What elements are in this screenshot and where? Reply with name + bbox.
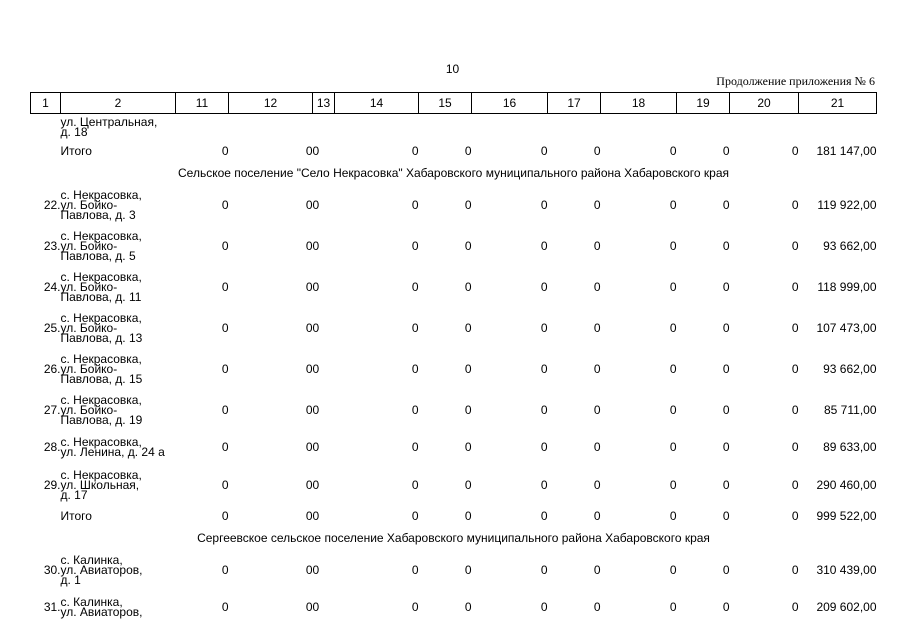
- row-number-cell: [31, 505, 61, 527]
- address-line: ул. Бойко-: [60, 279, 118, 294]
- row-number-cell: 28.: [43, 440, 61, 454]
- header-cell: 19: [677, 93, 730, 114]
- value-cell: 0: [411, 562, 419, 577]
- value-cell: 0: [669, 279, 677, 294]
- value-cell: 0: [540, 509, 548, 523]
- table-row: [31, 225, 877, 266]
- value-cell: 0: [464, 320, 472, 335]
- value-cell: 0: [411, 600, 419, 614]
- value-cell: 0: [791, 320, 799, 335]
- value-cell: 0: [312, 197, 320, 212]
- value-cell: 0: [791, 440, 799, 454]
- value-cell: 0: [791, 238, 799, 253]
- value-cell: 0: [464, 509, 472, 523]
- table-header-row: [31, 93, 877, 114]
- table-row: [31, 549, 877, 590]
- table-row: [31, 464, 877, 505]
- value-cell: 0: [464, 600, 472, 614]
- value-cell: 0: [305, 440, 313, 454]
- address-line: ул. Бойко-: [60, 197, 118, 212]
- header-cell: 11: [176, 93, 229, 114]
- value-cell: 0: [221, 440, 229, 454]
- total-row: [31, 505, 877, 527]
- header-cell: 14: [335, 93, 419, 114]
- amount-cell: 107 473,00: [816, 320, 877, 335]
- value-cell: 0: [305, 279, 313, 294]
- address-line: ул. Ленина, д. 24 а: [60, 445, 165, 459]
- value-cell: 0: [722, 361, 730, 376]
- value-cell: 0: [464, 402, 472, 417]
- value-cell: 0: [669, 144, 677, 158]
- address-cell: [61, 549, 176, 590]
- value-cell: 0: [312, 402, 320, 417]
- address-cell: [61, 430, 176, 464]
- total-label: Итого: [60, 144, 92, 158]
- section-title-row: [31, 162, 877, 184]
- value-cell: 0: [221, 402, 229, 417]
- value-cell: 0: [669, 320, 677, 335]
- value-cell: 0: [312, 144, 320, 158]
- value-cell: 0: [312, 320, 320, 335]
- value-cell: 0: [312, 440, 320, 454]
- report-table: [30, 92, 877, 624]
- value-cell: 0: [411, 477, 419, 492]
- row-number-cell: 24.: [43, 279, 61, 294]
- table-row: [31, 307, 877, 348]
- value-cell: 0: [722, 600, 730, 614]
- address-line: д. 17: [60, 487, 88, 502]
- amount-cell: 310 439,00: [816, 562, 877, 577]
- header-cell: 2: [61, 93, 176, 114]
- amount-cell: 93 662,00: [823, 238, 877, 253]
- address-line: с. Некрасовка,: [60, 310, 142, 325]
- table-row: [31, 348, 877, 389]
- address-line: д. 1: [60, 572, 81, 587]
- value-cell: 0: [593, 562, 601, 577]
- value-cell: 0: [305, 600, 313, 614]
- value-cell: 0: [540, 320, 548, 335]
- address-line: ул. Авиаторов,: [60, 562, 143, 577]
- total-row: [31, 140, 877, 162]
- address-line: с. Калинка,: [60, 595, 123, 609]
- value-cell: 0: [464, 144, 472, 158]
- value-cell: 0: [593, 477, 601, 492]
- value-cell: 0: [791, 477, 799, 492]
- header-cell: 17: [548, 93, 601, 114]
- value-cell: 0: [305, 402, 313, 417]
- address-line: с. Некрасовка,: [60, 351, 142, 366]
- amount-cell: 209 602,00: [816, 600, 877, 614]
- value-cell: 0: [305, 477, 313, 492]
- value-cell: 0: [464, 440, 472, 454]
- value-cell: 0: [305, 320, 313, 335]
- value-cell: 0: [722, 509, 730, 523]
- value-cell: 0: [312, 562, 320, 577]
- address-line: Павлова, д. 15: [60, 371, 143, 386]
- address-cell: [61, 225, 176, 266]
- header-cell: 15: [419, 93, 472, 114]
- value-cell: 0: [464, 279, 472, 294]
- header-cell: 12: [229, 93, 313, 114]
- address-line: Павлова, д. 5: [60, 248, 136, 263]
- header-cell: 18: [601, 93, 677, 114]
- value-cell: 0: [540, 402, 548, 417]
- value-cell: 0: [312, 361, 320, 376]
- value-cell: 0: [722, 440, 730, 454]
- value-cell: 0: [221, 562, 229, 577]
- address-line: ул. Бойко-: [60, 238, 118, 253]
- value-cell: 0: [312, 600, 320, 614]
- address-line: д. 18: [60, 125, 88, 139]
- table-row: [31, 114, 877, 141]
- value-cell: 0: [791, 509, 799, 523]
- value-cell: 0: [540, 197, 548, 212]
- address-cell: [61, 266, 176, 307]
- value-cell: 0: [221, 320, 229, 335]
- address-line: Павлова, д. 13: [60, 330, 143, 345]
- amount-cell: 89 633,00: [823, 440, 877, 454]
- value-cell: 0: [669, 562, 677, 577]
- value-cell: 0: [540, 361, 548, 376]
- header-cell: 20: [730, 93, 799, 114]
- header-cell: 1: [31, 93, 61, 114]
- value-cell: 0: [791, 144, 799, 158]
- value-cell: 0: [669, 402, 677, 417]
- total-label: Итого: [60, 509, 92, 523]
- value-cell: 0: [221, 361, 229, 376]
- value-cell: 0: [221, 238, 229, 253]
- address-line: с. Некрасовка,: [60, 269, 142, 284]
- value-cell: 0: [464, 238, 472, 253]
- value-cell: 0: [305, 238, 313, 253]
- value-cell: 0: [669, 197, 677, 212]
- value-cell: 0: [722, 562, 730, 577]
- header-cell: 13: [313, 93, 335, 114]
- row-number-cell: 27.: [43, 402, 61, 417]
- value-cell: 0: [593, 238, 601, 253]
- value-cell: 0: [411, 197, 419, 212]
- address-cell: [61, 114, 176, 141]
- amount-cell: 181 147,00: [816, 144, 877, 158]
- row-number-cell: 22.: [43, 197, 61, 212]
- page-number: 10: [445, 62, 460, 76]
- row-number-cell: 26.: [43, 361, 61, 376]
- value-cell: 0: [791, 402, 799, 417]
- address-cell: [61, 184, 176, 225]
- value-cell: 0: [411, 440, 419, 454]
- row-number-cell: 23.: [43, 238, 61, 253]
- address-line: Павлова, д. 11: [60, 289, 142, 304]
- section-title-row: [31, 527, 877, 549]
- value-cell: 0: [305, 509, 313, 523]
- address-cell: [61, 307, 176, 348]
- amount-cell: 999 522,00: [816, 509, 877, 523]
- value-cell: 0: [312, 238, 320, 253]
- value-cell: 0: [312, 279, 320, 294]
- address-cell: [61, 348, 176, 389]
- value-cell: 0: [593, 320, 601, 335]
- value-cell: 0: [411, 509, 419, 523]
- value-cell: 0: [411, 320, 419, 335]
- row-number-cell: [31, 114, 61, 141]
- value-cell: 0: [221, 144, 229, 158]
- value-cell: 0: [411, 238, 419, 253]
- address-line: ул. Бойко-: [60, 320, 118, 335]
- value-cell: 0: [593, 144, 601, 158]
- amount-cell: 118 999,00: [817, 279, 877, 294]
- value-cell: 0: [669, 440, 677, 454]
- value-cell: 0: [669, 509, 677, 523]
- value-cell: 0: [593, 509, 601, 523]
- table-row: [31, 266, 877, 307]
- value-cell: 0: [540, 238, 548, 253]
- section-title: Сергеевское сельское поселение Хабаровского муниципального района Хабаровского края: [197, 531, 710, 545]
- value-cell: 0: [540, 144, 548, 158]
- value-cell: 0: [669, 238, 677, 253]
- row-number-cell: 30.: [43, 562, 61, 577]
- value-cell: 0: [312, 509, 320, 523]
- value-cell: 0: [593, 600, 601, 614]
- value-cell: 0: [540, 279, 548, 294]
- table-row: [31, 184, 877, 225]
- value-cell: 0: [791, 361, 799, 376]
- value-cell: 0: [411, 402, 419, 417]
- address-line: с. Некрасовка,: [60, 392, 142, 407]
- value-cell: 0: [722, 238, 730, 253]
- value-cell: 0: [593, 361, 601, 376]
- value-cell: 0: [722, 477, 730, 492]
- value-cell: 0: [305, 144, 313, 158]
- amount-cell: 93 662,00: [823, 361, 877, 376]
- value-cell: 0: [221, 197, 229, 212]
- address-line: ул. Школьная,: [60, 477, 140, 492]
- value-cell: 0: [540, 440, 548, 454]
- address-line: с. Некрасовка,: [60, 187, 142, 202]
- value-cell: 0: [411, 279, 419, 294]
- value-cell: 0: [221, 600, 229, 614]
- value-cell: 0: [221, 509, 229, 523]
- value-cell: 0: [305, 361, 313, 376]
- value-cell: 0: [722, 402, 730, 417]
- value-cell: 0: [540, 562, 548, 577]
- address-line: с. Некрасовка,: [60, 467, 142, 482]
- header-cell: 16: [472, 93, 548, 114]
- address-cell: [61, 464, 176, 505]
- value-cell: 0: [221, 477, 229, 492]
- value-cell: 0: [791, 600, 799, 614]
- value-cell: 0: [593, 197, 601, 212]
- address-line: ул. Центральная,: [60, 115, 158, 129]
- value-cell: 0: [593, 402, 601, 417]
- value-cell: 0: [305, 197, 313, 212]
- value-cell: 0: [722, 144, 730, 158]
- value-cell: 0: [464, 361, 472, 376]
- row-number-cell: 29.: [43, 477, 61, 492]
- table-row: [31, 590, 877, 624]
- value-cell: 0: [464, 197, 472, 212]
- value-cell: 0: [722, 279, 730, 294]
- empty-cell: [176, 114, 877, 141]
- section-title: Сельское поселение "Село Некрасовка" Хабаровского муниципального района Хабаровского края: [178, 166, 729, 180]
- value-cell: 0: [411, 361, 419, 376]
- value-cell: 0: [791, 279, 799, 294]
- address-line: с. Некрасовка,: [60, 435, 142, 449]
- value-cell: 0: [411, 144, 419, 158]
- address-line: Павлова, д. 19: [60, 412, 143, 427]
- amount-cell: 119 922,00: [817, 197, 877, 212]
- value-cell: 0: [791, 197, 799, 212]
- value-cell: 0: [791, 562, 799, 577]
- row-number-cell: 31.: [43, 600, 61, 614]
- value-cell: 0: [540, 600, 548, 614]
- amount-cell: 290 460,00: [816, 477, 877, 492]
- value-cell: 0: [593, 279, 601, 294]
- address-line: ул. Бойко-: [60, 361, 118, 376]
- value-cell: 0: [464, 477, 472, 492]
- amount-cell: 85 711,00: [824, 402, 877, 417]
- address-line: Павлова, д. 3: [60, 207, 136, 222]
- table-row: [31, 389, 877, 430]
- value-cell: 0: [593, 440, 601, 454]
- value-cell: 0: [312, 477, 320, 492]
- value-cell: 0: [464, 562, 472, 577]
- row-number-cell: 25.: [43, 320, 61, 335]
- address-line: с. Некрасовка,: [60, 228, 142, 243]
- value-cell: 0: [669, 477, 677, 492]
- table-row: [31, 430, 877, 464]
- appendix-note: Продолжение приложения № 6: [716, 74, 875, 88]
- address-cell: [61, 389, 176, 430]
- address-line: с. Калинка,: [60, 552, 123, 567]
- value-cell: 0: [540, 477, 548, 492]
- value-cell: 0: [669, 361, 677, 376]
- address-line: ул. Бойко-: [60, 402, 118, 417]
- value-cell: 0: [221, 279, 229, 294]
- value-cell: 0: [305, 562, 313, 577]
- header-cell: 21: [799, 93, 877, 114]
- value-cell: 0: [722, 320, 730, 335]
- address-line: ул. Авиаторов,: [60, 605, 143, 619]
- address-cell: [61, 590, 176, 624]
- value-cell: 0: [669, 600, 677, 614]
- value-cell: 0: [722, 197, 730, 212]
- row-number-cell: [31, 140, 61, 162]
